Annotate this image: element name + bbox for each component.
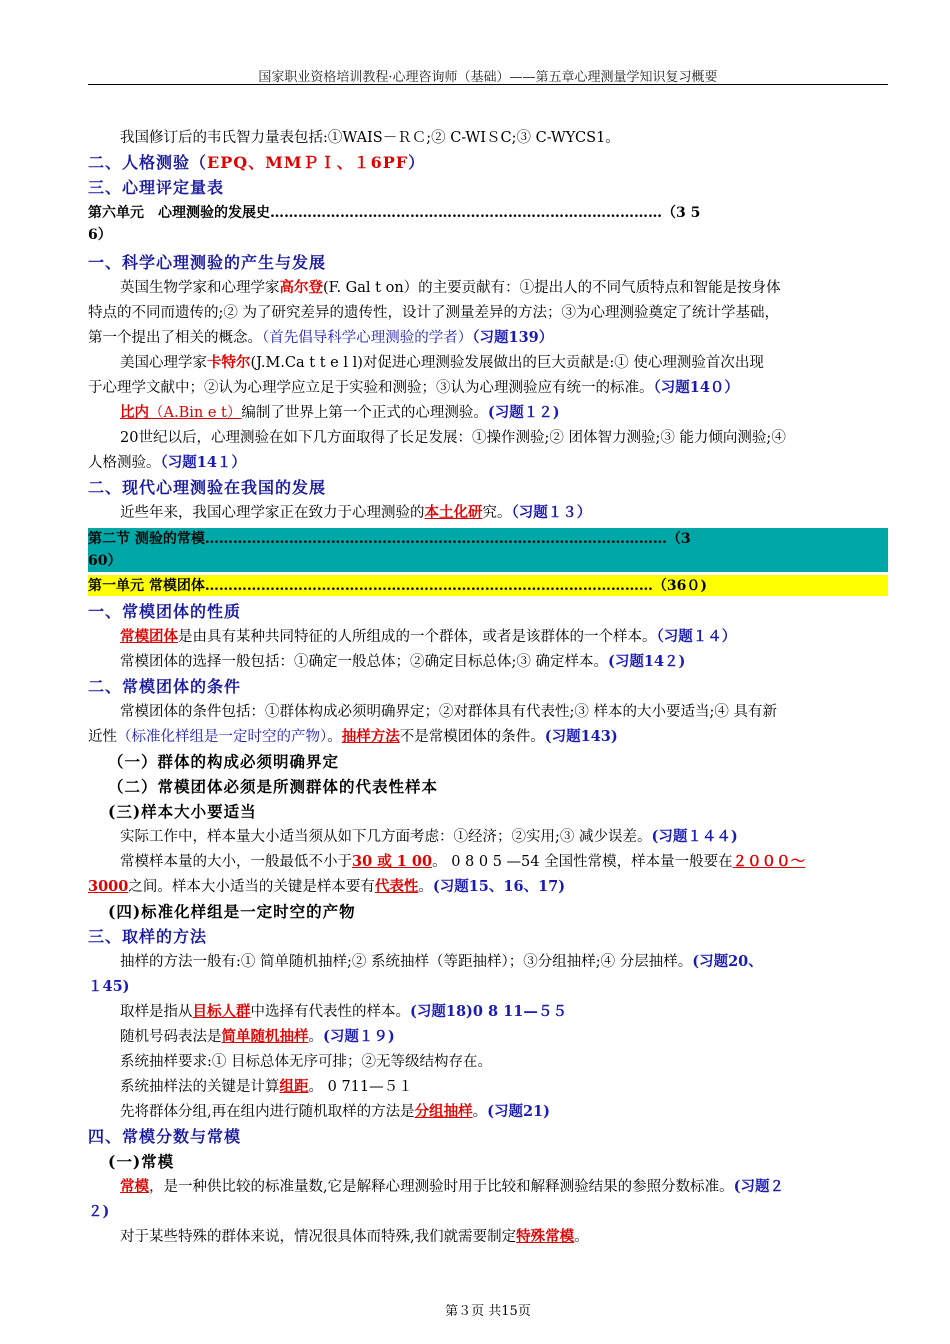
sub-heading-4: (四)标准化样组是一定时空的产物 (108, 902, 356, 921)
heading-china: 二、现代心理测验在我国的发展 (88, 478, 327, 497)
heading-norm-scores: 四、常模分数与常模 (88, 1127, 242, 1146)
sample-line6: 先将群体分组,再在组内进行随机取样的方法是分组抽样。(习题21) (120, 1103, 551, 1120)
size-line2: 常模样本量的大小，一般最低不小于30 或 1 00。 0 8 0 5 —54 全国性常模，样本量一般要在２０００～ (120, 853, 806, 870)
sub-heading-1: （一）群体的构成必须明确界定 (108, 752, 340, 771)
sample-line4: 系统抽样要求:① 目标总体无序可排；②无等级结构存在。 (120, 1054, 492, 1070)
c20-line2: 人格测验。（习题14１） (88, 454, 246, 471)
cond-line2: 近性（标准化样组是一定时空的产物）。抽样方法不是常模团体的条件。(习题143) (88, 728, 618, 745)
heading-origin: 一、科学心理测验的产生与发展 (88, 253, 327, 272)
sample-line3: 随机号码表法是简单随机抽样。(习题１９) (120, 1028, 395, 1045)
heading-nature: 一、常模团体的性质 (88, 602, 242, 621)
sample-line1-wrap: １45) (88, 978, 130, 995)
page-footer: 第３页 共15页 (445, 1304, 531, 1319)
size-line3: 3000之间。样本大小适当的关键是样本要有代表性。(习题15、16、17) (88, 878, 566, 895)
running-header: 国家职业资格培训教程·心理咨询师（基础）——第五章心理测量学知识复习概要 (258, 70, 718, 85)
heading-sampling: 三、取样的方法 (88, 927, 208, 946)
galton-line1: 英国生物学家和心理学家高尔登(F. Gal t on）的主要贡献有：①提出人的不同气质特点和智能是按身体 (120, 279, 781, 296)
nature-line2: 常模团体的选择一般包括：①确定一般总体；②确定目标总体;③ 确定样本。(习题14２) (120, 653, 686, 670)
section2-title-wrap: 60） (88, 553, 122, 569)
nature-line1: 常模团体是由具有某种共同特征的人所组成的一个群体，或者是该群体的一个样本。（习题１４） (120, 628, 737, 645)
unit6-title-wrap: 6） (88, 227, 112, 243)
china-line: 近些年来，我国心理学家正在致力于心理测验的本土化研究。（习题１３） (120, 504, 592, 521)
cattell-line2: 于心理学文献中；②认为心理学应立足于实验和测验；③认为心理测验应有统一的标准。（习题14０） (88, 379, 739, 396)
sub-heading-2: （二）常模团体必须是所测群体的代表性样本 (108, 777, 439, 796)
binet-line: 比内（A.Bin e t）编制了世界上第一个正式的心理测验。(习题１２) (120, 404, 560, 421)
size-line1: 实际工作中，样本量大小适当须从如下几方面考虑：①经济；②实用;③ 减少误差。(习题１４４) (120, 828, 738, 845)
unit1-title: 第一单元 常模团体……………………………………………………………………………………（36０) (88, 578, 707, 594)
heading-personality-test: 二、人格测验（EPQ、MMＰＩ、１6PF） (88, 153, 426, 172)
galton-line3: 第一个提出了相关的概念。（首先倡导科学心理测验的学者）（习题139） (88, 329, 554, 346)
sample-line1: 抽样的方法一般有:① 简单随机抽样;② 系统抽样（等距抽样）；③分组抽样;④ 分层抽样。(习题20、 (120, 953, 763, 970)
heading-conditions: 二、常模团体的条件 (88, 677, 242, 696)
norm-line1: 常模，是一种供比较的标准量数,它是解释心理测验时用于比较和解释测验结果的参照分数标准。(习题２ (120, 1178, 784, 1195)
wechsler-line: 我国修订后的韦氏智力量表包括:①WAIS－ＲＣ;② C-WIＳC;③ C-WYCS1。 (120, 130, 620, 146)
sample-line5: 系统抽样法的关键是计算组距。 0 711—５１ (120, 1078, 413, 1095)
norm-line2: 对于某些特殊的群体来说，情况很具体而特殊,我们就需要制定特殊常模。 (120, 1228, 589, 1245)
sub-heading-3: (三)样本大小要适当 (108, 802, 257, 821)
sub-heading-5: (一)常模 (108, 1152, 175, 1171)
galton-line2: 特点的不同而遗传的;② 为了研究差异的遗传性，设计了测量差异的方法；③为心理测验奠定了统计学基础， (88, 305, 779, 321)
cattell-line1: 美国心理学家卡特尔(J.M.Ca t t e l l)对促进心理测验发展做出的巨大贡献是:① 使心理测验首次出现 (120, 354, 764, 371)
header-rule (88, 84, 888, 85)
sample-line2: 取样是指从目标人群中选择有代表性的样本。(习题18)0 8 11—５５ (120, 1003, 567, 1020)
norm-line1-wrap: ２) (88, 1203, 110, 1220)
cond-line1: 常模团体的条件包括：①群体构成必须明确界定；②对群体具有代表性;③ 样本的大小要适当;④ 具有新 (120, 704, 777, 720)
c20-line1: 20世纪以后，心理测验在如下几方面取得了长足发展：①操作测验;② 团体智力测验;③ 能力倾向测验;④ (120, 430, 786, 446)
unit6-title: 第六单元 心理测验的发展史…………………………………………………………………………（3 5 (88, 205, 701, 221)
heading-rating-scale: 三、心理评定量表 (88, 178, 225, 197)
section2-title: 第二节 测验的常模………………………………………………………………………………………（3 (88, 531, 691, 547)
